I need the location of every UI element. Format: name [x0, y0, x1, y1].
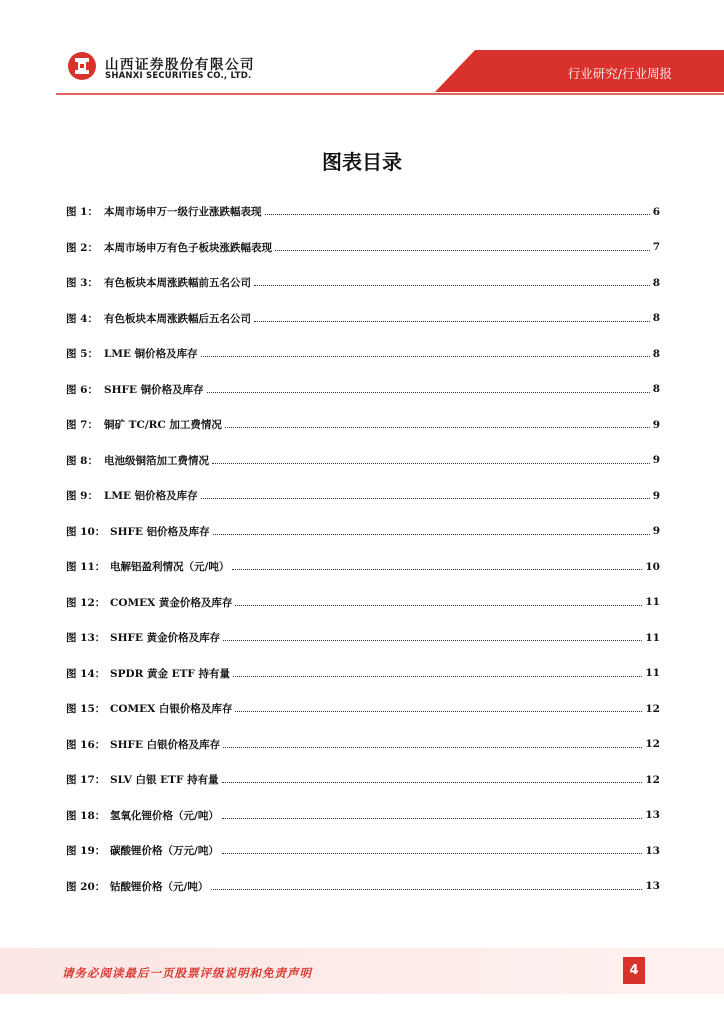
toc-entry[interactable]	[66, 194, 660, 230]
toc-entry-label: 图 13：	[66, 632, 106, 645]
toc-dot-leader	[222, 853, 643, 854]
header-banner	[0, 0, 724, 100]
toc-entry-label: 图 17：	[66, 774, 106, 787]
toc-entry-page: 9	[652, 454, 660, 467]
toc-entry-label: 图 3：	[66, 277, 98, 290]
toc-entry-page: 12	[645, 773, 660, 786]
company-name-en: SHANXI SECURITIES CO., LTD.	[105, 71, 252, 81]
toc-entry-title: 铜矿 TC/RC 加工费情况	[104, 419, 222, 432]
toc-dot-leader	[201, 498, 650, 499]
toc-entry[interactable]	[66, 656, 660, 692]
toc-entry[interactable]	[66, 443, 660, 479]
toc-entry-title: COMEX 白银价格及库存	[110, 703, 233, 716]
toc-entry[interactable]	[66, 869, 660, 905]
toc-entry-label: 图 9：	[66, 490, 98, 503]
toc-entry[interactable]	[66, 478, 660, 514]
toc-entry[interactable]	[66, 691, 660, 727]
toc-entry-label: 图 7：	[66, 419, 98, 432]
toc-entry-label: 图 4：	[66, 312, 98, 325]
toc-dot-leader	[207, 392, 650, 393]
toc-entry-title: SHFE 黄金价格及库存	[110, 632, 221, 645]
toc-entry[interactable]	[66, 620, 660, 656]
toc-entry-page: 9	[652, 525, 660, 538]
disclaimer-text: 请务必阅读最后一页股票评级说明和免责声明	[62, 966, 312, 980]
toc-entry-label: 图 8：	[66, 454, 98, 467]
toc-entry-title: 钴酸锂价格（元/吨）	[110, 880, 209, 893]
toc-dot-leader	[213, 534, 650, 535]
toc-entry-page: 9	[652, 418, 660, 431]
toc-entry-page: 13	[645, 880, 660, 893]
toc-entry-page: 10	[645, 560, 660, 573]
toc-entry-title: SHFE 白银价格及库存	[110, 738, 221, 751]
page-number: 4	[623, 957, 645, 984]
toc-entry-page: 13	[645, 844, 660, 857]
toc-entry-label: 图 12：	[66, 596, 106, 609]
toc-dot-leader	[211, 889, 642, 890]
toc-entry[interactable]	[66, 265, 660, 301]
toc-entry[interactable]	[66, 514, 660, 550]
toc-dot-leader	[235, 711, 642, 712]
toc-dot-leader	[254, 285, 650, 286]
toc-entry[interactable]	[66, 833, 660, 869]
toc-dot-leader	[225, 427, 650, 428]
toc-entry-title: LME 铝价格及库存	[104, 490, 198, 503]
toc-entry-label: 图 10：	[66, 525, 106, 538]
toc-entry-page: 11	[645, 596, 660, 609]
toc-dot-leader	[223, 640, 642, 641]
toc-dot-leader	[232, 569, 642, 570]
toc-dot-leader	[254, 321, 650, 322]
toc-entry-title: SHFE 铝价格及库存	[110, 525, 210, 538]
toc-entry-title: 碳酸锂价格（万元/吨）	[110, 845, 219, 858]
toc-dot-leader	[233, 676, 642, 677]
toc-entry-label: 图 19：	[66, 845, 106, 858]
toc-entry[interactable]	[66, 549, 660, 585]
toc-entry[interactable]	[66, 407, 660, 443]
toc-dot-leader	[235, 605, 642, 606]
toc-entry-page: 12	[645, 738, 660, 751]
toc-entry-label: 图 14：	[66, 667, 106, 680]
toc-entry[interactable]	[66, 727, 660, 763]
toc-entry-title: 有色板块本周涨跌幅前五名公司	[104, 277, 251, 290]
toc-entry-page: 9	[652, 489, 660, 502]
toc-dot-leader	[201, 356, 650, 357]
toc-entry-label: 图 6：	[66, 383, 98, 396]
toc-entry[interactable]	[66, 762, 660, 798]
toc-dot-leader	[265, 214, 650, 215]
toc-entry-label: 图 15：	[66, 703, 106, 716]
toc-entry-label: 图 5：	[66, 348, 98, 361]
toc-entry-page: 11	[645, 631, 660, 644]
figure-toc-list	[66, 194, 660, 904]
toc-dot-leader	[222, 818, 643, 819]
toc-dot-leader	[222, 782, 643, 783]
toc-entry[interactable]	[66, 336, 660, 372]
toc-entry[interactable]	[66, 798, 660, 834]
toc-entry-title: SHFE 铜价格及库存	[104, 383, 204, 396]
toc-entry-label: 图 20：	[66, 880, 106, 893]
toc-entry-title: 电池级铜箔加工费情况	[104, 454, 209, 467]
toc-entry-page: 13	[645, 809, 660, 822]
toc-entry-label: 图 11：	[66, 561, 106, 574]
toc-entry-label: 图 1：	[66, 206, 98, 219]
report-section-label: 行业研究/行业周报	[567, 66, 672, 81]
toc-entry-title: 氢氧化锂价格（元/吨）	[110, 809, 219, 822]
toc-entry-label: 图 2：	[66, 241, 98, 254]
toc-entry-page: 8	[652, 312, 660, 325]
toc-entry[interactable]	[66, 585, 660, 621]
toc-entry[interactable]	[66, 372, 660, 408]
toc-entry-page: 8	[652, 276, 660, 289]
toc-entry-page: 7	[652, 241, 660, 254]
toc-entry-label: 图 18：	[66, 809, 106, 822]
toc-entry-title: 本周市场申万有色子板块涨跌幅表现	[104, 241, 272, 254]
toc-entry-page: 12	[645, 702, 660, 715]
toc-entry-title: SLV 白银 ETF 持有量	[110, 774, 219, 787]
toc-entry-title: LME 铜价格及库存	[104, 348, 198, 361]
toc-entry-title: 本周市场申万一级行业涨跌幅表现	[104, 206, 262, 219]
toc-entry-label: 图 16：	[66, 738, 106, 751]
page-header	[0, 0, 724, 100]
toc-entry-page: 8	[652, 347, 660, 360]
toc-entry-page: 11	[645, 667, 660, 680]
page-title: 图表目录	[322, 150, 402, 174]
toc-dot-leader	[212, 463, 650, 464]
company-logo-icon	[67, 51, 97, 81]
company-name-cn: 山西证券股份有限公司	[105, 57, 255, 73]
toc-entry-page: 8	[652, 383, 660, 396]
toc-entry-page: 6	[652, 205, 660, 218]
toc-dot-leader	[223, 747, 642, 748]
toc-entry-title: SPDR 黄金 ETF 持有量	[110, 667, 231, 680]
toc-entry[interactable]	[66, 301, 660, 337]
toc-dot-leader	[275, 250, 650, 251]
toc-entry[interactable]	[66, 230, 660, 266]
toc-entry-title: COMEX 黄金价格及库存	[110, 596, 233, 609]
toc-entry-title: 电解铝盈利情况（元/吨）	[110, 561, 230, 574]
toc-entry-title: 有色板块本周涨跌幅后五名公司	[104, 312, 251, 325]
